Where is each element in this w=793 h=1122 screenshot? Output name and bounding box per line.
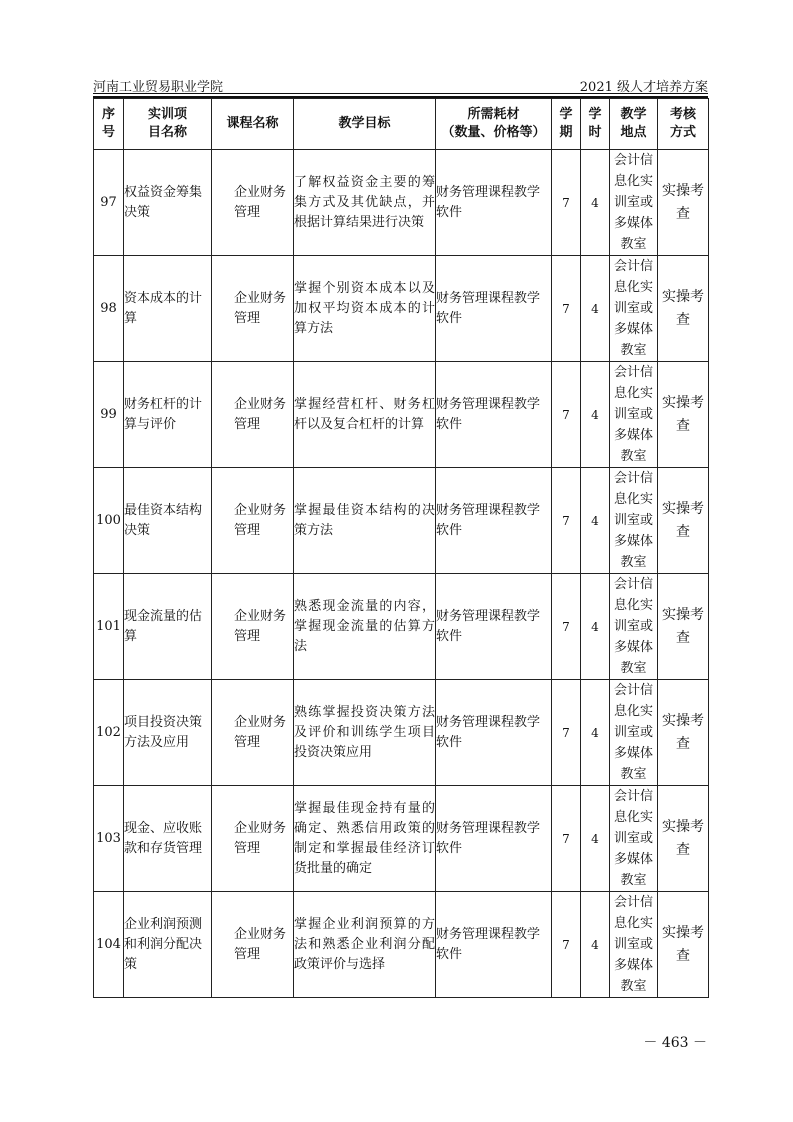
cell-assessment: 实操考查 bbox=[658, 150, 709, 256]
cell-course-name: 企业财务管理 bbox=[212, 786, 294, 892]
cell-course-name: 企业财务管理 bbox=[212, 680, 294, 786]
cell-teaching-goal: 掌握个别资本成本以及加权平均资本成本的计算方法 bbox=[294, 256, 436, 362]
cell-assessment: 实操考查 bbox=[658, 362, 709, 468]
cell-project-name: 资本成本的计算 bbox=[124, 256, 212, 362]
table-row bbox=[94, 892, 709, 998]
column-header-col-hours: 学 时 bbox=[581, 99, 610, 150]
table-header bbox=[94, 99, 709, 150]
column-header-col-location: 教学 地点 bbox=[610, 99, 658, 150]
cell-project-name: 企业利润预测和利润分配决策 bbox=[124, 892, 212, 998]
cell-index: 104 bbox=[94, 892, 124, 998]
table-row bbox=[94, 786, 709, 892]
cell-term: 7 bbox=[552, 892, 581, 998]
cell-term: 7 bbox=[552, 150, 581, 256]
header-rule-thin bbox=[93, 93, 708, 94]
cell-course-name: 企业财务管理 bbox=[212, 892, 294, 998]
cell-location: 会计信息化实训室或多媒体教室 bbox=[610, 468, 658, 574]
cell-materials: 财务管理课程教学软件 bbox=[436, 256, 552, 362]
cell-teaching-goal: 熟练掌握投资决策方法及评价和训练学生项目投资决策应用 bbox=[294, 680, 436, 786]
cell-term: 7 bbox=[552, 574, 581, 680]
cell-assessment: 实操考查 bbox=[658, 256, 709, 362]
cell-index: 100 bbox=[94, 468, 124, 574]
cell-assessment: 实操考查 bbox=[658, 786, 709, 892]
cell-course-name: 企业财务管理 bbox=[212, 150, 294, 256]
cell-materials: 财务管理课程教学软件 bbox=[436, 468, 552, 574]
cell-project-name: 项目投资决策方法及应用 bbox=[124, 680, 212, 786]
page-header bbox=[93, 74, 708, 96]
cell-index: 98 bbox=[94, 256, 124, 362]
cell-index: 99 bbox=[94, 362, 124, 468]
cell-teaching-goal: 了解权益资金主要的筹集方式及其优缺点，并根据计算结果进行决策 bbox=[294, 150, 436, 256]
cell-course-name: 企业财务管理 bbox=[212, 468, 294, 574]
cell-term: 7 bbox=[552, 786, 581, 892]
cell-project-name: 现金、应收账款和存货管理 bbox=[124, 786, 212, 892]
cell-project-name: 最佳资本结构决策 bbox=[124, 468, 212, 574]
table-row bbox=[94, 680, 709, 786]
document-title: 2021 级人才培养方案 bbox=[579, 80, 708, 95]
cell-teaching-goal: 掌握企业利润预算的方法和熟悉企业利润分配政策评价与选择 bbox=[294, 892, 436, 998]
cell-teaching-goal: 掌握经营杠杆、财务杠杆以及复合杠杆的计算 bbox=[294, 362, 436, 468]
cell-hours: 4 bbox=[581, 150, 610, 256]
cell-hours: 4 bbox=[581, 468, 610, 574]
cell-project-name: 财务杠杆的计算与评价 bbox=[124, 362, 212, 468]
cell-project-name: 权益资金筹集决策 bbox=[124, 150, 212, 256]
cell-location: 会计信息化实训室或多媒体教室 bbox=[610, 786, 658, 892]
cell-materials: 财务管理课程教学软件 bbox=[436, 680, 552, 786]
cell-location: 会计信息化实训室或多媒体教室 bbox=[610, 680, 658, 786]
cell-term: 7 bbox=[552, 256, 581, 362]
cell-index: 102 bbox=[94, 680, 124, 786]
cell-term: 7 bbox=[552, 468, 581, 574]
cell-materials: 财务管理课程教学软件 bbox=[436, 150, 552, 256]
cell-assessment: 实操考查 bbox=[658, 574, 709, 680]
cell-project-name: 现金流量的估算 bbox=[124, 574, 212, 680]
cell-materials: 财务管理课程教学软件 bbox=[436, 362, 552, 468]
cell-location: 会计信息化实训室或多媒体教室 bbox=[610, 256, 658, 362]
header-row bbox=[94, 99, 709, 150]
column-header-col-materials: 所需耗材 （数量、价格等） bbox=[436, 99, 552, 150]
cell-course-name: 企业财务管理 bbox=[212, 256, 294, 362]
cell-hours: 4 bbox=[581, 256, 610, 362]
training-projects-table bbox=[93, 98, 709, 998]
table-row bbox=[94, 256, 709, 362]
column-header-col-index: 序 号 bbox=[94, 99, 124, 150]
cell-location: 会计信息化实训室或多媒体教室 bbox=[610, 574, 658, 680]
cell-assessment: 实操考查 bbox=[658, 680, 709, 786]
cell-course-name: 企业财务管理 bbox=[212, 362, 294, 468]
cell-hours: 4 bbox=[581, 892, 610, 998]
cell-index: 103 bbox=[94, 786, 124, 892]
cell-materials: 财务管理课程教学软件 bbox=[436, 786, 552, 892]
cell-course-name: 企业财务管理 bbox=[212, 574, 294, 680]
cell-teaching-goal: 掌握最佳现金持有量的确定、熟悉信用政策的制定和掌握最佳经济订货批量的确定 bbox=[294, 786, 436, 892]
cell-hours: 4 bbox=[581, 574, 610, 680]
cell-materials: 财务管理课程教学软件 bbox=[436, 574, 552, 680]
table-row bbox=[94, 150, 709, 256]
cell-term: 7 bbox=[552, 362, 581, 468]
cell-assessment: 实操考查 bbox=[658, 892, 709, 998]
page-number: － 463 － bbox=[643, 1035, 707, 1051]
cell-location: 会计信息化实训室或多媒体教室 bbox=[610, 892, 658, 998]
table-body bbox=[94, 150, 709, 998]
table-row bbox=[94, 362, 709, 468]
column-header-col-teaching-goal: 教学目标 bbox=[294, 99, 436, 150]
column-header-col-assessment: 考核 方式 bbox=[658, 99, 709, 150]
table-row bbox=[94, 574, 709, 680]
cell-term: 7 bbox=[552, 680, 581, 786]
school-name: 河南工业贸易职业学院 bbox=[93, 80, 224, 95]
cell-hours: 4 bbox=[581, 362, 610, 468]
cell-teaching-goal: 掌握最佳资本结构的决策方法 bbox=[294, 468, 436, 574]
table-row bbox=[94, 468, 709, 574]
cell-hours: 4 bbox=[581, 786, 610, 892]
column-header-col-course-name: 课程名称 bbox=[212, 99, 294, 150]
cell-location: 会计信息化实训室或多媒体教室 bbox=[610, 150, 658, 256]
cell-index: 101 bbox=[94, 574, 124, 680]
cell-materials: 财务管理课程教学软件 bbox=[436, 892, 552, 998]
cell-assessment: 实操考查 bbox=[658, 468, 709, 574]
column-header-col-term: 学 期 bbox=[552, 99, 581, 150]
cell-teaching-goal: 熟悉现金流量的内容，掌握现金流量的估算方法 bbox=[294, 574, 436, 680]
cell-hours: 4 bbox=[581, 680, 610, 786]
cell-index: 97 bbox=[94, 150, 124, 256]
cell-location: 会计信息化实训室或多媒体教室 bbox=[610, 362, 658, 468]
column-header-col-project-name: 实训项 目名称 bbox=[124, 99, 212, 150]
